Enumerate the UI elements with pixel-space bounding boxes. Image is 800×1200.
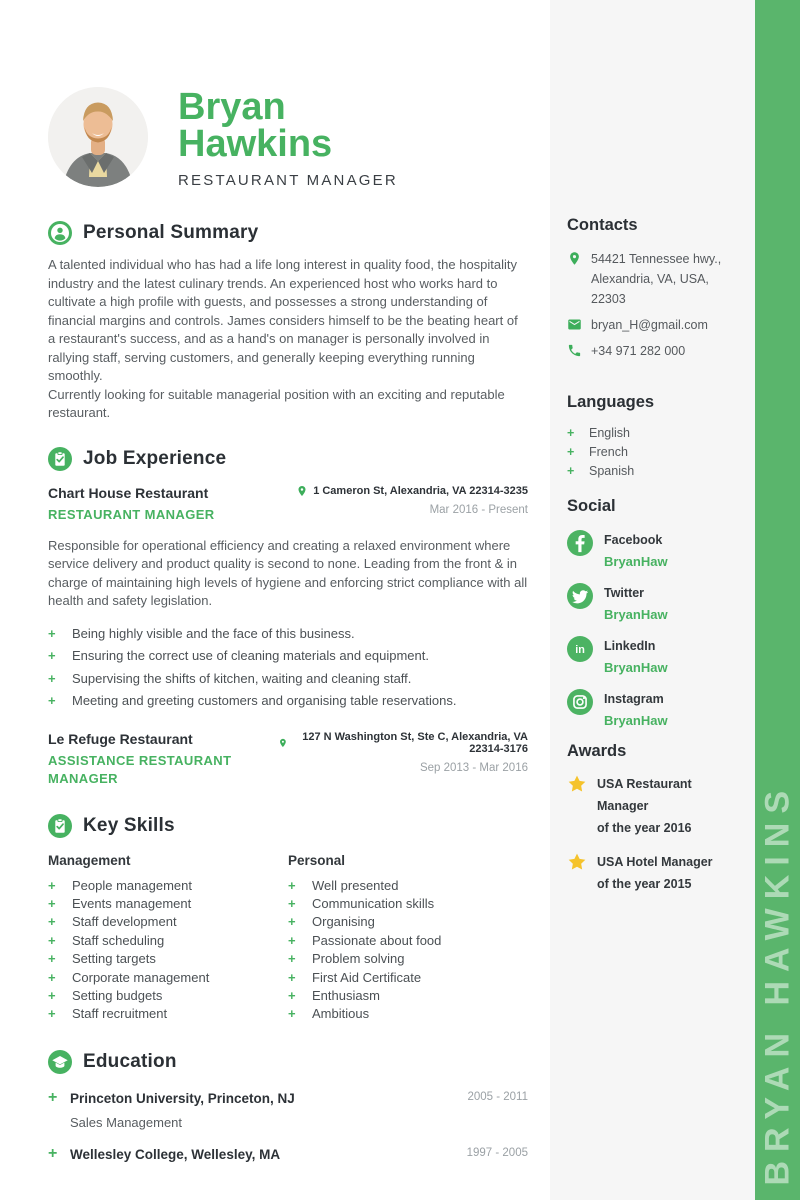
social-handle[interactable]: BryanHaw xyxy=(604,607,668,622)
skill-item: Problem solving xyxy=(312,951,405,967)
resume-header xyxy=(48,87,528,189)
skills-group-title: Management xyxy=(48,852,131,868)
job-company: Chart House Restaurant xyxy=(48,484,209,501)
skill-item: Setting targets xyxy=(72,951,156,967)
plus-bullet-icon: + xyxy=(48,877,56,893)
award-item xyxy=(567,773,741,839)
skill-item: People management xyxy=(72,877,192,893)
education-degree: Sales Management xyxy=(70,1114,183,1130)
section-job-experience xyxy=(48,447,528,788)
plus-bullet-icon: + xyxy=(48,969,56,985)
contact-email-row xyxy=(567,315,741,335)
contacts-title: Contacts xyxy=(567,216,638,234)
education-dates: 2005 - 2011 xyxy=(467,1090,528,1103)
job-entry-chart-house xyxy=(48,485,528,713)
plus-bullet-icon: + xyxy=(48,648,56,663)
location-pin-icon xyxy=(296,485,308,497)
twitter-icon xyxy=(567,583,593,609)
plus-bullet-icon: + xyxy=(48,693,56,708)
plus-bullet-icon: + xyxy=(288,932,296,948)
skill-item: Events management xyxy=(72,895,192,911)
social-network-name: Facebook xyxy=(604,533,663,547)
social-profile-twitter xyxy=(567,583,741,622)
section-personal-summary xyxy=(48,221,528,423)
plus-bullet-icon: + xyxy=(288,987,296,1003)
contact-address-row xyxy=(567,249,741,309)
job-location: 1 Cameron St, Alexandria, VA 22314-3235 xyxy=(313,484,528,497)
skills-group-title: Personal xyxy=(288,852,346,868)
side-banner xyxy=(755,0,800,1200)
sidebar-section-awards xyxy=(567,742,741,895)
plus-bullet-icon: + xyxy=(567,426,575,440)
education-school: Princeton University, Princeton, NJ xyxy=(70,1090,295,1106)
education-dates: 1997 - 2005 xyxy=(466,1146,528,1159)
skill-item: Staff development xyxy=(72,914,177,930)
language-item: + French xyxy=(567,443,741,462)
instagram-icon xyxy=(567,689,593,715)
plus-bullet-icon: + xyxy=(48,914,56,930)
job-dates: Mar 2016 - Present xyxy=(429,503,528,516)
candidate-first-name: Bryan xyxy=(178,86,286,128)
plus-bullet-icon: + xyxy=(48,1088,58,1106)
job-location: 127 N Washington St, Ste C, Alexandria, VA 22314-3176 xyxy=(302,730,528,755)
plus-bullet-icon: + xyxy=(288,914,296,930)
skill-item: Communication skills xyxy=(312,895,435,911)
social-network-name: Instagram xyxy=(604,692,664,706)
star-icon xyxy=(567,852,587,872)
job-duty-item: + Meeting and greeting customers and organising table reservations. xyxy=(48,690,528,713)
social-profile-linkedin xyxy=(567,636,741,675)
linkedin-icon xyxy=(567,636,593,662)
job-company: Le Refuge Restaurant xyxy=(48,730,193,747)
job-experience-title: Job Experience xyxy=(83,447,227,469)
contact-address-line1: 54421 Tennessee hwy., xyxy=(591,252,722,266)
section-education xyxy=(48,1050,528,1165)
job-dates: Sep 2013 - Mar 2016 xyxy=(419,761,528,774)
graduation-cap-icon xyxy=(48,1050,72,1074)
social-network-name: Twitter xyxy=(604,586,645,600)
job-duty-item: + Ensuring the correct use of cleaning materials and equipment. xyxy=(48,645,528,668)
plus-bullet-icon: + xyxy=(288,895,296,911)
plus-bullet-icon: + xyxy=(48,932,56,948)
candidate-job-title: RESTAURANT MANAGER xyxy=(178,172,398,189)
social-handle[interactable]: BryanHaw xyxy=(604,660,668,675)
sidebar-section-languages xyxy=(567,393,741,481)
social-handle[interactable]: BryanHaw xyxy=(604,713,668,728)
education-heading-row xyxy=(48,1050,528,1074)
social-handle[interactable]: BryanHaw xyxy=(604,554,668,569)
award-line2: of the year 2016 xyxy=(597,821,692,835)
education-school: Wellesley College, Wellesley, MA xyxy=(70,1146,281,1162)
plus-bullet-icon: + xyxy=(48,987,56,1003)
plus-bullet-icon: + xyxy=(48,951,56,967)
location-pin-icon xyxy=(278,737,288,749)
star-icon xyxy=(567,774,587,794)
skills-grid xyxy=(48,853,528,1024)
skill-item: Staff recruitment xyxy=(72,1006,168,1022)
svg-text:in: in xyxy=(575,644,585,657)
section-key-skills xyxy=(48,814,528,1024)
contact-address-line2: Alexandria, VA, USA, 22303 xyxy=(591,272,709,306)
job-description: Responsible for operational efficiency and creating a relaxed environment where service delivery and product quality is second to none. Leading from the front & in charge of maintaining high levels of hygiene and enforcing strict compliance with all health and safety legislation. xyxy=(48,537,528,608)
education-title: Education xyxy=(83,1050,177,1072)
personal-summary-heading-row xyxy=(48,221,528,245)
skill-item: Enthusiasm xyxy=(312,987,380,1003)
plus-bullet-icon: + xyxy=(48,1006,56,1022)
phone-icon xyxy=(567,343,582,358)
plus-bullet-icon: + xyxy=(48,895,56,911)
plus-bullet-icon: + xyxy=(567,464,575,478)
clipboard-check-icon xyxy=(48,447,72,471)
job-experience-heading-row xyxy=(48,447,528,471)
job-role: ASSISTANCE RESTAURANT MANAGER xyxy=(48,752,232,786)
sidebar-section-contacts xyxy=(567,216,741,361)
awards-title: Awards xyxy=(567,742,627,760)
award-line2: of the year 2015 xyxy=(597,877,692,891)
award-item xyxy=(567,851,741,895)
education-entry xyxy=(48,1089,528,1130)
facebook-icon xyxy=(567,530,593,556)
social-profile-facebook xyxy=(567,530,741,569)
banner-vertical-name: BRYAN HAWKINS xyxy=(758,782,796,1186)
key-skills-heading-row xyxy=(48,814,528,838)
plus-bullet-icon: + xyxy=(48,625,56,641)
plus-bullet-icon: + xyxy=(48,1144,58,1162)
skill-item: Corporate management xyxy=(72,969,210,985)
key-skills-title: Key Skills xyxy=(83,814,175,836)
award-line1: USA Hotel Manager xyxy=(597,855,713,869)
award-line1: USA Restaurant Manager xyxy=(597,777,692,813)
plus-bullet-icon: + xyxy=(48,670,56,686)
personal-summary-title: Personal Summary xyxy=(83,222,259,243)
education-entry xyxy=(48,1145,528,1165)
envelope-icon xyxy=(567,317,582,332)
job-duty-list xyxy=(48,623,528,713)
plus-bullet-icon: + xyxy=(288,951,296,967)
languages-title: Languages xyxy=(567,393,655,411)
plus-bullet-icon: + xyxy=(288,877,296,893)
sidebar-section-social xyxy=(567,497,741,728)
social-title: Social xyxy=(567,497,616,515)
skill-item: Setting budgets xyxy=(72,987,163,1003)
plus-bullet-icon: + xyxy=(567,445,575,459)
clipboard-check-icon xyxy=(48,814,72,838)
skill-item: Well presented xyxy=(312,877,399,893)
social-profile-instagram xyxy=(567,689,741,728)
summary-paragraph-2: Currently looking for suitable managerial position with an exciting and reputable restaurant. xyxy=(48,386,505,420)
identity-block xyxy=(178,87,398,189)
social-network-name: LinkedIn xyxy=(604,639,656,653)
location-pin-icon xyxy=(567,251,582,266)
job-entry-le-refuge xyxy=(48,731,528,788)
contact-phone-row xyxy=(567,341,741,361)
skill-item: Organising xyxy=(312,914,375,930)
sidebar xyxy=(550,0,755,1200)
language-item: + English xyxy=(567,424,741,443)
candidate-last-name: Hawkins xyxy=(178,123,333,165)
plus-bullet-icon: + xyxy=(288,969,296,985)
contact-phone[interactable]: +34 971 282 000 xyxy=(591,344,686,358)
person-circle-icon xyxy=(48,221,72,245)
job-role: RESTAURANT MANAGER xyxy=(48,506,215,522)
profile-photo xyxy=(48,87,148,187)
language-item: + Spanish xyxy=(567,462,741,481)
profile-photo-illustration xyxy=(48,87,148,187)
skills-column-personal xyxy=(288,853,528,1024)
skill-item: Passionate about food xyxy=(312,932,442,948)
contact-email[interactable]: bryan_H@gmail.com xyxy=(591,318,708,332)
summary-paragraph-1: A talented individual who has had a life long interest in quality food, the hospitality industry and the latest culinary trends. An experienced host who works hard to cultivate a high profile with guests, and possesses a strong understanding of financial margins and controls. James considers himself to be the beating heart of a restaurant's success, and as a hand's on manager is personally involved in rallying staff, serving customers, and generally keeping everything running smoothly. xyxy=(48,257,518,383)
skill-item: First Aid Certificate xyxy=(312,969,422,985)
skill-item: Ambitious xyxy=(312,1006,370,1022)
skill-item: Staff scheduling xyxy=(72,932,165,948)
job-duty-item: + Being highly visible and the face of this business. xyxy=(48,623,528,646)
skills-column-management xyxy=(48,853,288,1024)
plus-bullet-icon: + xyxy=(288,1006,296,1022)
job-duty-item: + Supervising the shifts of kitchen, waiting and cleaning staff. xyxy=(48,668,528,691)
